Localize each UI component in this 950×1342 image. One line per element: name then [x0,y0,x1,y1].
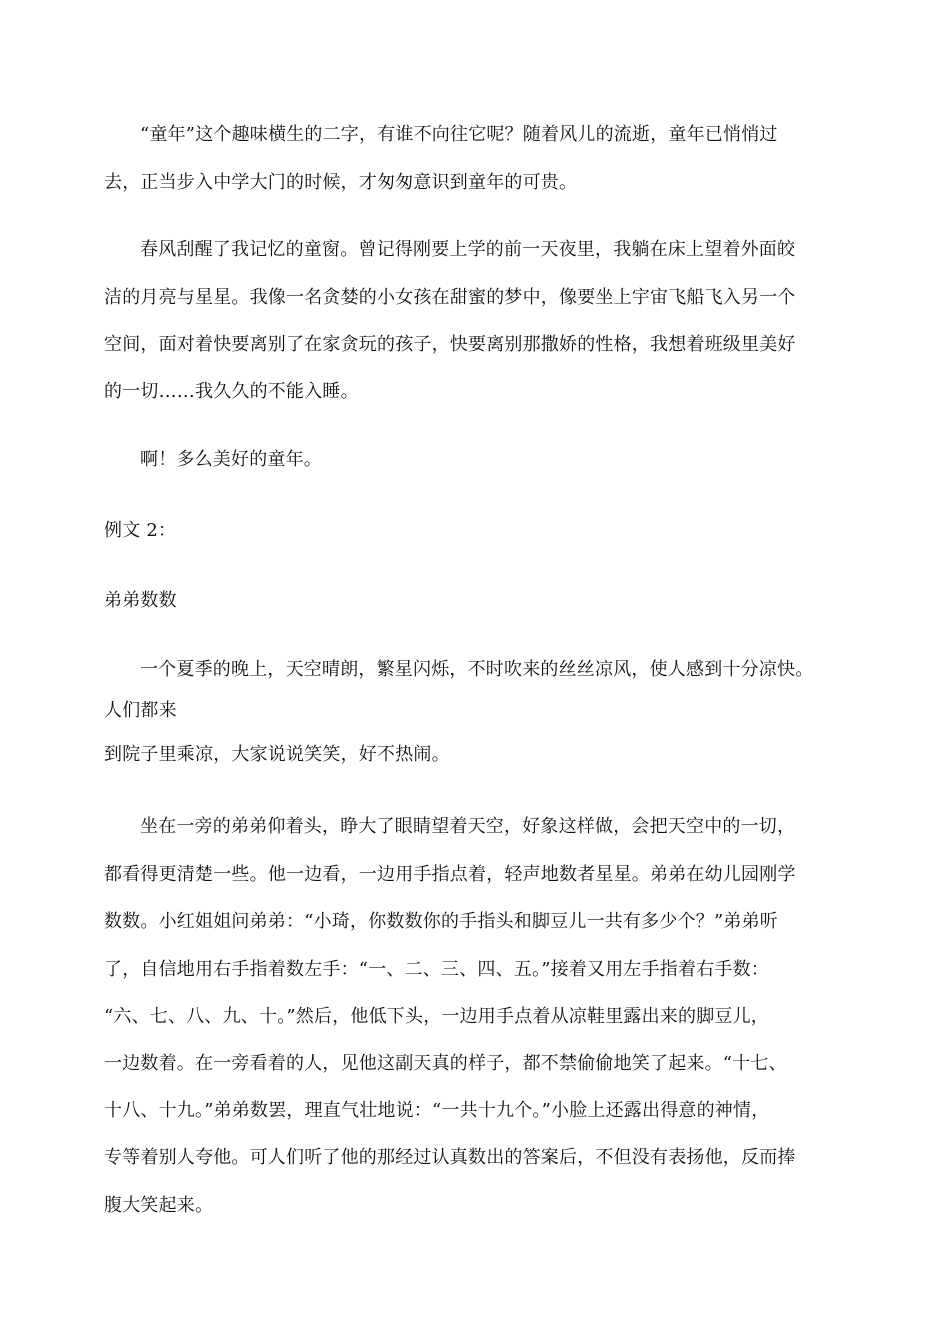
paragraph-5-line-9: 腹大笑起来。 [104,1195,214,1216]
paragraph-4-line-1: 一个夏季的晚上，天空晴朗，繁星闪烁，不时吹来的丝丝凉风，使人感到十分凉快。 [140,659,814,680]
example-label: 例文 2： [104,520,177,541]
paragraph-5-line-7: 十八、十九。”弟弟数罢，理直气壮地说：“一共十九个。”小脸上还露出得意的神情， [104,1100,770,1121]
essay-title: 弟弟数数 [104,590,177,611]
paragraph-5-line-2: 都看得更清楚一些。他一边看，一边用手指点着，轻声地数者星星。弟弟在幼儿园刚学 [104,864,796,885]
paragraph-5-line-8: 专等着别人夸他。可人们听了他的那经过认真数出的答案后，不但没有表扬他，反而捧 [104,1147,796,1168]
paragraph-5-line-3: 数数。小红姐姐问弟弟：“小琦，你数数你的手指头和脚豆儿一共有多少个？”弟弟听 [104,911,779,932]
paragraph-2-line-1: 春风刮醒了我记忆的童窗。曾记得刚要上学的前一天夜里，我躺在床上望着外面皎 [140,239,796,260]
paragraph-3: 啊！多么美好的童年。 [140,449,322,470]
paragraph-5-line-6: 一边数着。在一旁看着的人，见他这副天真的样子，都不禁偷偷地笑了起来。“十七、 [104,1053,787,1074]
paragraph-4-line-3: 到院子里乘凉，大家说说笑笑，好不热闹。 [104,744,450,765]
paragraph-5-line-5: “六、七、八、九、十。”然后，他低下头，一边用手点着从凉鞋里露出来的脚豆儿， [104,1006,770,1027]
paragraph-2-line-2: 洁的月亮与星星。我像一名贪婪的小女孩在甜蜜的梦中，像要坐上宇宙飞船飞入另一个 [104,287,796,308]
paragraph-1-line-2: 去，正当步入中学大门的时候，才匆匆意识到童年的可贵。 [104,172,578,193]
paragraph-2-line-4: 的一切……我久久的不能入睡。 [104,381,359,402]
paragraph-5-line-4: 了，自信地用右手指着数左手：“一、二、三、四、五。”接着又用左手指着右手数： [104,959,770,980]
paragraph-5-line-1: 坐在一旁的弟弟仰着头，睁大了眼睛望着天空，好象这样做，会把天空中的一切， [140,816,796,837]
paragraph-2-line-3: 空间，面对着快要离别了在家贪玩的孩子，快要离别那撒娇的性格，我想着班级里美好 [104,334,796,355]
paragraph-1-line-1: “童年”这个趣味横生的二字，有谁不向往它呢？随着风儿的流逝，童年已悄悄过 [140,124,778,145]
paragraph-4-line-2: 人们都来 [104,700,177,721]
